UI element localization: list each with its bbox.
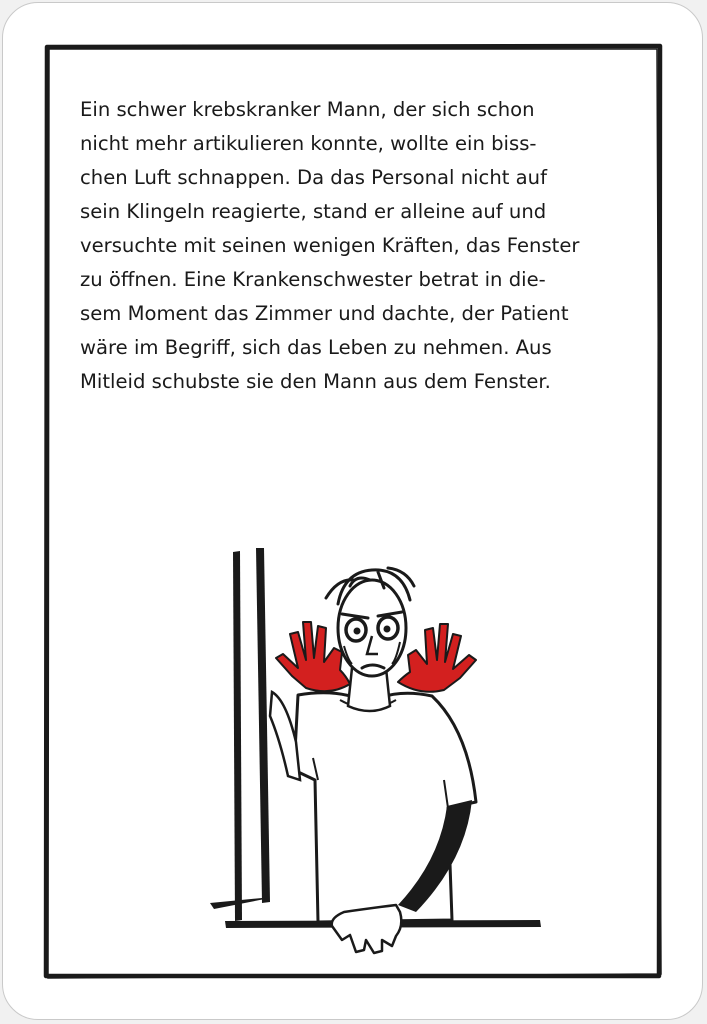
window-illustration [195, 540, 555, 960]
hand-on-sill [332, 905, 402, 953]
story-text [80, 93, 640, 399]
story-line-7: sem Moment das Zimmer und dachte, der Patient [80, 302, 569, 325]
story-line-6: zu öffnen. Eine Krankenschwester betrat in die- [80, 268, 546, 291]
story-line-9: Mitleid schubste sie den Mann aus dem Fenster. [80, 370, 551, 393]
story-line-3: chen Luft schnappen. Da das Personal nicht auf [80, 166, 547, 189]
story-line-2: nicht mehr artikulieren konnte, wollte ein biss- [80, 132, 537, 155]
story-line-4: sein Klingeln reagierte, stand er alleine auf und [80, 200, 547, 223]
story-line-1: Ein schwer krebskranker Mann, der sich schon [80, 98, 535, 121]
story-line-5: versuchte mit seinen wenigen Kräften, das Fenster [80, 234, 580, 257]
story-line-8: wäre im Begriff, sich das Leben zu nehmen. Aus [80, 336, 552, 359]
